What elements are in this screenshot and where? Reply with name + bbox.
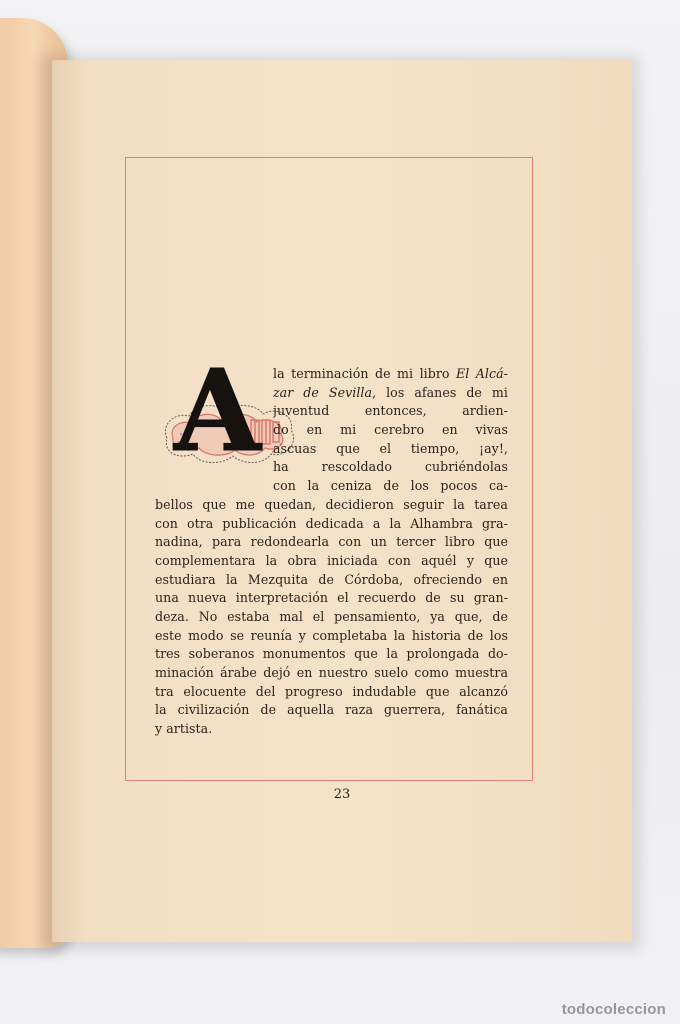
text-line: bellos que me quedan, decidieron seguir la tarea <box>155 496 508 512</box>
watermark-logo: todocoleccion <box>561 1001 666 1018</box>
drop-cap-letter: A <box>174 346 261 477</box>
text-line: estudiara la Mezquita de Córdoba, ofreciendo en <box>155 571 508 587</box>
text-line: con la ceniza de los pocos ca- <box>273 478 508 494</box>
text-line: ascuas que el tiempo, ¡ay!, <box>273 440 508 456</box>
text-line: complementara la obra iniciada con aquél y que <box>155 552 508 568</box>
page-number: 23 <box>333 787 351 802</box>
text-line: con otra publicación dedicada a la Alhambra gra- <box>155 515 508 531</box>
text-line: y artista. <box>155 721 213 737</box>
text-line: juventud entonces, ardien- <box>273 403 508 419</box>
text-line: do en mi cerebro en vivas <box>273 422 508 438</box>
text-line: tres soberanos monumentos que la prolongada do- <box>155 646 508 662</box>
text-line: tra elocuente del progreso indudable que alcanzó <box>155 683 508 699</box>
text-line: la civilización de aquella raza guerrera, fanática <box>155 702 508 718</box>
text-line: zar de Sevilla, los afanes de mi <box>273 384 508 400</box>
body-paragraph <box>155 365 508 739</box>
text-line: una nueva interpretación el recuerdo de su gran- <box>155 590 508 606</box>
book-page <box>52 60 632 942</box>
text-line: minación árabe dejó en nuestro suelo como muestra <box>155 665 508 680</box>
text-line: nadina, para redondearla con un tercer libro que <box>155 534 508 550</box>
text-line: ha rescoldado cubriéndolas <box>273 459 508 475</box>
text-line: deza. No estaba mal el pensamiento, ya que, de <box>155 608 508 624</box>
text-line: este modo se reunía y completaba la historia de los <box>155 627 508 643</box>
text-line: la terminación de mi libro El Alcá- <box>273 366 508 381</box>
